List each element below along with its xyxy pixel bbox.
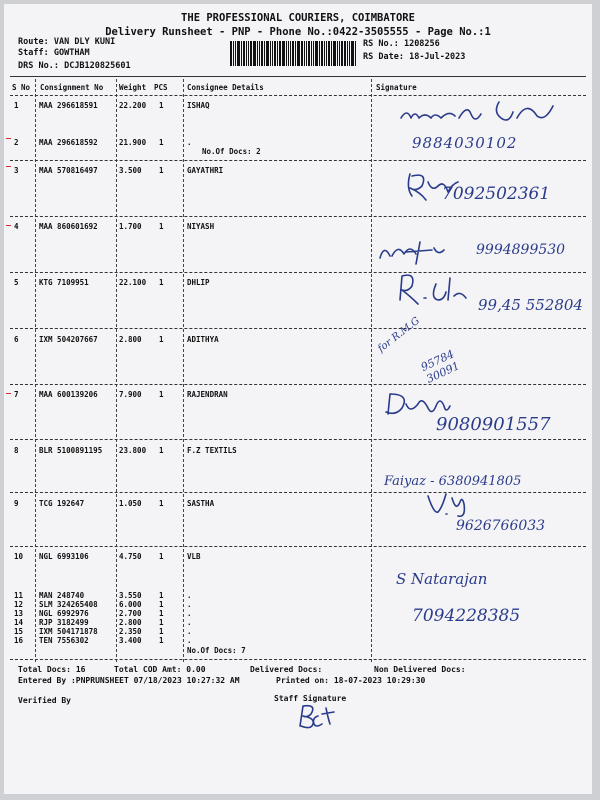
barcode-bar: [326, 41, 327, 66]
printed-on-value: 18-07-2023 10:29:30: [333, 676, 426, 685]
barcode-bar: [250, 41, 252, 66]
row-sno: 12: [14, 600, 24, 609]
signature-9-phone: 9626766033: [456, 518, 546, 534]
row-consignment: IXM 504207667: [39, 335, 98, 344]
barcode-bar: [248, 41, 249, 66]
barcode-bar: [344, 41, 346, 66]
col-header-pcs: PCS: [154, 83, 168, 92]
row-consignment: IXM 504171878: [39, 627, 98, 636]
company-title: THE PROFESSIONAL COURIERS, COIMBATORE: [181, 12, 415, 24]
row-pcs: 1: [159, 609, 164, 618]
rs-date-value: 18-Jul-2023: [409, 52, 466, 62]
printed-on: Printed on: 18-07-2023 10:29:30: [276, 676, 426, 685]
row-weight: 22.100: [119, 278, 147, 287]
row-consignment: TCG 192647: [39, 499, 85, 508]
barcode-bar: [331, 41, 332, 66]
col-header-consignment: Consignment No: [40, 83, 104, 92]
row-weight: 23.800: [119, 446, 147, 455]
row-consignee: SASTHA: [187, 499, 215, 508]
drs-value: DCJB120825601: [64, 61, 131, 71]
row-sno: 3: [14, 166, 19, 175]
row-rule: [10, 546, 586, 547]
rs-date-line: RS Date: 18-Jul-2023: [363, 52, 466, 62]
barcode-bar: [266, 41, 269, 66]
row-consignee: VLB: [187, 552, 201, 561]
row-weight: 3.500: [119, 166, 142, 175]
barcode-bar: [341, 41, 343, 66]
total-docs-value: 16: [75, 665, 86, 674]
row-pcs: 1: [159, 222, 164, 231]
row-sno: 10: [14, 552, 24, 561]
rs-no-value: 1208256: [403, 39, 440, 49]
row-consignment: RJP 3182499: [39, 618, 89, 627]
signature-5-mark: [394, 270, 474, 308]
row-sno: 16: [14, 636, 24, 645]
row-consignee: ADITHYA: [187, 335, 219, 344]
entered-by-value: PNPRUNSHEET 07/18/2023 10:27:32 AM: [75, 676, 240, 685]
col-divider: [116, 79, 117, 662]
row-rule: [10, 328, 586, 329]
margin-mark: [6, 138, 11, 139]
barcode-bar: [290, 41, 291, 66]
col-header-signature: Signature: [376, 83, 417, 92]
row-consignee: DHLIP: [187, 278, 210, 287]
barcode-bar: [313, 41, 314, 66]
row-pcs: 1: [159, 552, 164, 561]
docs-count-note: No.Of Docs: 2: [202, 147, 261, 156]
signature-10-name: S Natarajan: [396, 570, 488, 588]
barcode-bar: [306, 41, 307, 66]
row-rule: [10, 272, 586, 273]
barcode-bar: [261, 41, 263, 66]
row-weight: 3.550: [119, 591, 142, 600]
row-weight: 1.700: [119, 222, 142, 231]
row-pcs: 1: [159, 591, 164, 600]
row-consignee: .: [187, 618, 192, 627]
row-consignee: .: [187, 636, 192, 645]
row-sno: 8: [14, 446, 19, 455]
barcode-bar: [301, 41, 303, 66]
row-sno: 13: [14, 609, 24, 618]
barcode-bar: [288, 41, 289, 66]
row-pcs: 1: [159, 499, 164, 508]
barcode-bar: [241, 41, 242, 66]
row-weight: 21.900: [119, 138, 147, 147]
row-sno: 9: [14, 499, 19, 508]
signature-1-phone: 9884030102: [412, 134, 518, 152]
rs-no-line: RS No.: 1208256: [363, 39, 440, 49]
barcode-bar: [324, 41, 325, 66]
drs-line: DRS No.: DCJB120825601: [18, 61, 131, 71]
row-weight: 22.200: [119, 101, 147, 110]
row-rule: [10, 384, 586, 385]
barcode-bar: [279, 41, 281, 66]
row-consignee: ISHAQ: [187, 101, 210, 110]
barcode-bar: [235, 41, 236, 66]
row-consignment: TEN 7556302: [39, 636, 89, 645]
row-consignee: RAJENDRAN: [187, 390, 228, 399]
row-sno: 4: [14, 222, 19, 231]
table-top-rule: [10, 76, 586, 77]
barcode-bar: [253, 41, 256, 66]
barcode-bar: [272, 41, 273, 66]
col-header-weight: Weight: [119, 83, 147, 92]
barcode-bar: [237, 41, 240, 66]
row-pcs: 1: [159, 138, 164, 147]
row-pcs: 1: [159, 618, 164, 627]
row-pcs: 1: [159, 278, 164, 287]
row-weight: 2.800: [119, 335, 142, 344]
signature-6-numbers: 95784 30091: [418, 347, 462, 386]
row-consignment: MAN 248740: [39, 591, 85, 600]
barcode-bar: [297, 41, 300, 66]
staff-line: Staff: GOWTHAM: [18, 48, 90, 58]
row-consignment: MAA 296618591: [39, 101, 98, 110]
margin-mark: [6, 166, 11, 167]
row-sno: 1: [14, 101, 19, 110]
margin-mark: [6, 225, 11, 226]
barcode-bar: [230, 41, 232, 66]
row-consignment: SLM 324265408: [39, 600, 98, 609]
barcode-bar: [311, 41, 312, 66]
barcode-bar: [321, 41, 323, 66]
total-docs: Total Docs: 16: [18, 665, 86, 674]
barcode-bar: [319, 41, 320, 66]
row-rule: [10, 492, 586, 493]
barcode-bar: [337, 41, 338, 66]
row-consignee: NIYASH: [187, 222, 215, 231]
row-sno: 15: [14, 627, 24, 636]
row-consignment: MAA 570816497: [39, 166, 98, 175]
row-consignee: .: [187, 591, 192, 600]
barcode-bar: [282, 41, 285, 66]
runsheet-page: [4, 4, 592, 794]
row-sno: 11: [14, 591, 24, 600]
barcode-bar: [264, 41, 265, 66]
row-consignment: NGL 6992976: [39, 609, 89, 618]
row-sno: 7: [14, 390, 19, 399]
row-rule: [10, 160, 586, 161]
row-weight: 2.700: [119, 609, 142, 618]
row-weight: 3.400: [119, 636, 142, 645]
route-line: Route: VAN DLY KUNI: [18, 37, 116, 47]
staff-value: GOWTHAM: [53, 48, 90, 58]
row-pcs: 1: [159, 627, 164, 636]
row-pcs: 1: [159, 600, 164, 609]
table-bottom-rule: [10, 659, 586, 660]
row-weight: 2.350: [119, 627, 142, 636]
barcode-bar: [315, 41, 318, 66]
barcode-bar: [295, 41, 296, 66]
signature-10-phone: 7094228385: [412, 606, 521, 626]
signature-3-phone: 7092502361: [442, 184, 551, 204]
barcode-bar: [347, 41, 348, 66]
barcode-bar: [277, 41, 278, 66]
staff-signature-label: Staff Signature: [274, 694, 347, 703]
staff-signature-mark: [296, 702, 346, 732]
signature-5-phone: 99,45 552804: [478, 296, 583, 314]
barcode-bar: [339, 41, 340, 66]
col-header-consignee: Consignee Details: [187, 83, 264, 92]
entered-by: Entered By :PNPRUNSHEET 07/18/2023 10:27:32 AM: [18, 676, 240, 685]
signature-9-mark: [424, 490, 474, 520]
col-divider: [371, 79, 372, 662]
signature-8-name: Faiyaz - 6380941805: [384, 474, 522, 489]
row-consignee: .: [187, 627, 192, 636]
row-pcs: 1: [159, 335, 164, 344]
barcode-bar: [308, 41, 310, 66]
row-consignee: .: [187, 600, 192, 609]
total-cod: Total COD Amt: 0.00: [114, 665, 206, 674]
row-consignment: MAA 296618592: [39, 138, 98, 147]
row-weight: 7.900: [119, 390, 142, 399]
col-header-sno: S No: [12, 83, 31, 92]
barcode-bar: [304, 41, 305, 66]
signature-7-phone: 9080901557: [436, 414, 551, 435]
row-weight: 1.050: [119, 499, 142, 508]
row-weight: 6.000: [119, 600, 142, 609]
barcode-bar: [349, 41, 350, 66]
barcode-bar: [286, 41, 287, 66]
barcode-bar: [257, 41, 258, 66]
barcode-bar: [328, 41, 330, 66]
barcode-bar: [246, 41, 247, 66]
sheet-title: Delivery Runsheet - PNP - Phone No.:0422-3505555 - Page No.:1: [105, 26, 491, 38]
row-weight: 2.800: [119, 618, 142, 627]
col-divider: [183, 79, 184, 662]
barcode-bar: [355, 41, 356, 66]
barcode-bar: [292, 41, 294, 66]
row-sno: 5: [14, 278, 19, 287]
barcode-bar: [351, 41, 354, 66]
total-cod-value: 0.00: [186, 665, 206, 674]
barcode: [230, 41, 358, 66]
non-delivered-docs-label: Non Delivered Docs:: [374, 665, 466, 674]
row-sno: 2: [14, 138, 19, 147]
barcode-bar: [259, 41, 260, 66]
row-consignment: KTG 7109951: [39, 278, 89, 287]
row-consignee: .: [187, 609, 192, 618]
row-pcs: 1: [159, 166, 164, 175]
row-consignment: BLR 5100891195: [39, 446, 103, 455]
row-pcs: 1: [159, 636, 164, 645]
row-rule: [10, 439, 586, 440]
row-weight: 4.750: [119, 552, 142, 561]
margin-mark: [6, 393, 11, 394]
barcode-bar: [333, 41, 336, 66]
row-consignee: .: [187, 138, 192, 147]
barcode-bar: [243, 41, 245, 66]
row-rule: [10, 216, 586, 217]
row-sno: 14: [14, 618, 24, 627]
barcode-bar: [274, 41, 276, 66]
row-consignee: GAYATHRI: [187, 166, 224, 175]
row-consignment: MAA 600139206: [39, 390, 98, 399]
col-divider: [35, 79, 36, 662]
delivered-docs-label: Delivered Docs:: [250, 665, 323, 674]
row-sno: 6: [14, 335, 19, 344]
signature-1-mark: [399, 96, 579, 128]
docs-count-note: No.Of Docs: 7: [187, 646, 246, 655]
signature-4-phone: 9994899530: [476, 242, 566, 258]
barcode-bar: [233, 41, 234, 66]
row-consignee: F.Z TEXTILS: [187, 446, 237, 455]
row-pcs: 1: [159, 101, 164, 110]
verified-by-label: Verified By: [18, 696, 71, 705]
row-pcs: 1: [159, 390, 164, 399]
route-value: VAN DLY KUNI: [53, 37, 116, 47]
signature-6-note: for R.M.G: [376, 315, 423, 355]
row-pcs: 1: [159, 446, 164, 455]
barcode-bar: [270, 41, 271, 66]
signature-4-mark: [376, 238, 466, 268]
row-consignment: MAA 860601692: [39, 222, 98, 231]
row-consignment: NGL 6993106: [39, 552, 89, 561]
